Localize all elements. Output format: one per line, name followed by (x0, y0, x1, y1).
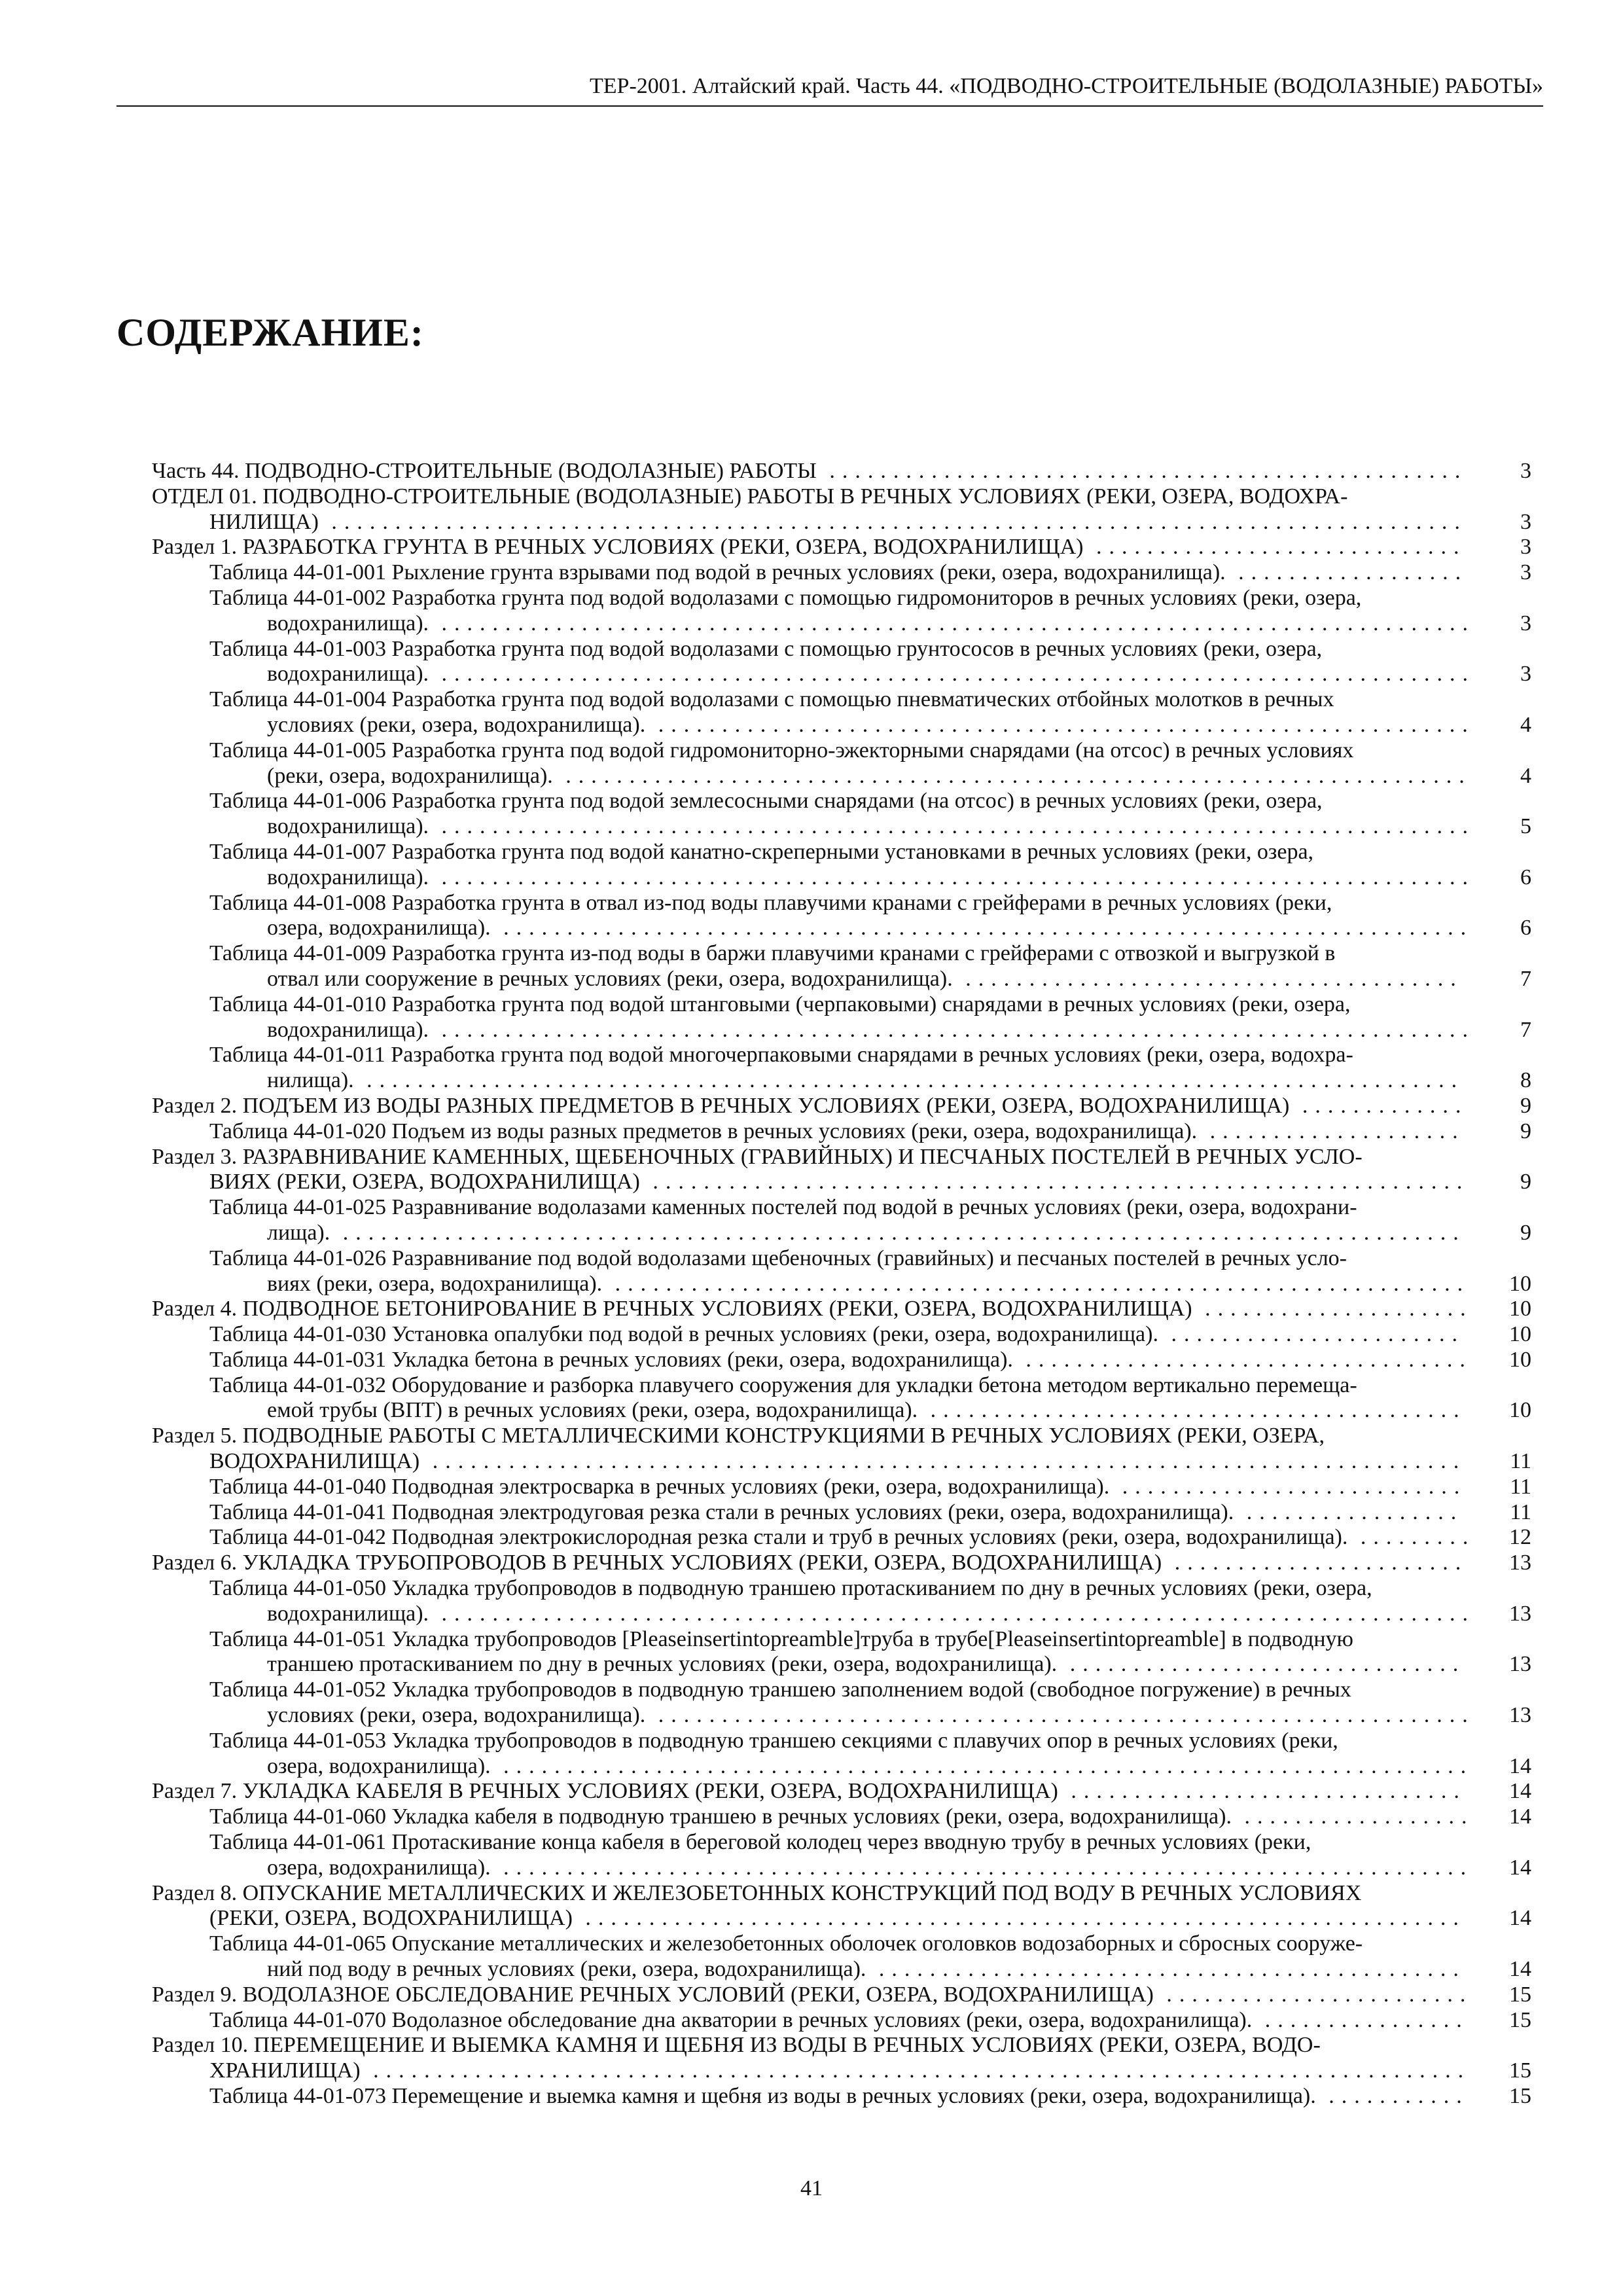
dot-leader: ........................ (1153, 1982, 1473, 2007)
toc-table-entry[interactable] (209, 1043, 1531, 1094)
toc-entry-line-text: ОТДЕЛ 01. ПОДВОДНО-СТРОИТЕЛЬНЫЕ (ВОДОЛАЗНЫЕ) РАБОТЫ В РЕЧНЫХ УСЛОВИЯХ (РЕКИ, ОЗЕРА, ВОДОХРА- (152, 484, 1348, 509)
toc-entry-line (209, 1221, 1531, 1246)
dot-leader: ....................................... (952, 966, 1463, 991)
dot-leader: .................................................. (816, 459, 1468, 483)
toc-entry-line (152, 1170, 1531, 1195)
toc-entry-text (209, 2008, 1531, 2034)
toc-entry-line-text: (РЕКИ, ОЗЕРА, ВОДОХРАНИЛИЩА) (209, 1906, 573, 1931)
toc-page-number: 13 (1509, 1652, 1531, 1677)
toc-entry-line-text: Таблица 44-01-005 Разработка грунта под водой гидромониторно-эжекторными снарядами (на отсос) в речных условиях (209, 738, 1354, 762)
dot-leader: ............................................................................ (490, 916, 1474, 941)
toc-table-entry[interactable] (209, 1500, 1531, 1526)
toc-entry-line-text: Таблица 44-01-032 Оборудование и разборка плавучего сооружения для укладки бетона методом вертикально перемеща- (209, 1372, 1357, 1397)
toc-entry-line (152, 484, 1531, 510)
dot-leader: ....................... (1162, 1551, 1469, 1575)
toc-entry-line (209, 1830, 1531, 1856)
dot-leader: ................................................................ (645, 1703, 1475, 1728)
toc-entry-line (209, 1677, 1531, 1703)
toc-title: СОДЕРЖАНИЕ: (116, 311, 424, 354)
toc-page-number: 13 (1509, 1551, 1531, 1575)
dot-leader: ....................... (1158, 1322, 1465, 1347)
toc-page-number: 13 (1509, 1601, 1531, 1626)
toc-entry-line (209, 1754, 1531, 1780)
toc-table-entry[interactable] (209, 1804, 1531, 1830)
toc-entry-line (209, 1856, 1531, 1881)
toc-entry-line (209, 738, 1531, 764)
toc-entry-line-text: виях (реки, озера, водохранилища). (267, 1271, 603, 1296)
toc-entry-text (209, 1627, 1531, 1678)
toc-entry-line-text: водохранилища). (267, 611, 429, 636)
toc-entry-text (209, 1373, 1531, 1424)
toc-page-number: 10 (1509, 1271, 1531, 1296)
toc-entry-text (209, 687, 1531, 738)
toc-entry-text (152, 1881, 1531, 1932)
toc-entry-line (209, 840, 1531, 865)
toc-table-entry[interactable] (209, 1348, 1531, 1373)
toc-section-entry[interactable] (152, 1779, 1531, 1804)
toc-page-number: 14 (1509, 1753, 1531, 1778)
dot-leader: ................................................................................. (429, 662, 1476, 687)
toc-entry-text (152, 1424, 1531, 1475)
toc-entry-line-text: Таблица 44-01-002 Разработка грунта под водой водолазами с помощью гидромониторов в речных условиях (реки, озера, (209, 585, 1362, 610)
toc-section-entry[interactable] (152, 1424, 1531, 1475)
toc-entry-line-text: ний под воду в речных условиях (реки, озера, водохранилища). (267, 1957, 866, 1982)
toc-table-entry[interactable] (209, 1373, 1531, 1424)
toc-entry-line (209, 1373, 1531, 1399)
toc-page-number: 5 (1520, 814, 1531, 839)
toc-entry-line (209, 1475, 1531, 1500)
toc-entry-text (209, 586, 1531, 637)
toc-entry-text (209, 789, 1531, 840)
running-header: ТЕР-2001. Алтайский край. Часть 44. «ПОДВОДНО-СТРОИТЕЛЬНЫЕ (ВОДОЛАЗНЫЕ) РАБОТЫ» (590, 74, 1543, 98)
toc-entry-line-text: ВОДОХРАНИЛИЩА) (209, 1449, 420, 1474)
toc-entry-text (209, 941, 1531, 992)
toc-entry-line (209, 1652, 1531, 1677)
toc-page-number: 9 (1520, 1170, 1531, 1194)
toc-table-entry[interactable] (209, 1475, 1531, 1500)
dot-leader: .................. (1225, 560, 1469, 585)
toc-entry-line-text: Раздел 8. ОПУСКАНИЕ МЕТАЛЛИЧЕСКИХ И ЖЕЛЕЗОБЕТОННЫХ КОНСТРУКЦИЙ ПОД ВОДУ В РЕЧНЫХ УСЛОВИЯХ (152, 1880, 1362, 1905)
toc-page-number: 15 (1509, 2058, 1531, 2083)
dot-leader: ................................................................................. (429, 1601, 1476, 1626)
toc-entry-line-text: Таблица 44-01-061 Протаскивание конца кабеля в береговой колодец через вводную трубу в речных условиях (реки, (209, 1830, 1311, 1855)
toc-entry-text (209, 637, 1531, 688)
toc-section-entry[interactable] (152, 535, 1531, 560)
toc-section-entry[interactable] (152, 1551, 1531, 1576)
toc-entry-line-text: Таблица 44-01-050 Укладка трубопроводов в подводную траншею протаскиванием по дну в речных условиях (реки, озера, (209, 1576, 1372, 1601)
toc-entry-line-text: Таблица 44-01-025 Разравнивание водолазами каменных постелей под водой в речных условиях (реки, озера, водохрани- (209, 1195, 1357, 1220)
toc-entry-line (152, 535, 1531, 560)
toc-entry-line (209, 1195, 1531, 1221)
toc-entry-line (152, 1094, 1531, 1119)
toc-page-number: 3 (1520, 611, 1531, 636)
toc-entry-text (209, 1322, 1531, 1348)
toc-page-number: 3 (1520, 662, 1531, 687)
toc-entry-line (209, 611, 1531, 637)
toc-entry-line-text: Таблица 44-01-040 Подводная электросварка в речных условиях (реки, озера, водохранилища). (209, 1474, 1110, 1499)
dot-leader: ............................................................................ (490, 1855, 1474, 1880)
toc-section-entry[interactable] (152, 2033, 1531, 2084)
toc-entry-line (209, 1119, 1531, 1145)
toc-entry-line-text: озера, водохранилища). (267, 916, 491, 941)
toc-entry-line (209, 992, 1531, 1018)
toc-entry-line (152, 1881, 1531, 1907)
toc-entry-line-text: Таблица 44-01-073 Перемещение и выемка камня и щебня из воды в речных условиях (реки, озера, водохранилища). (209, 2084, 1316, 2108)
toc-entry-text (209, 1475, 1531, 1500)
dot-leader: ................................................................... (602, 1271, 1471, 1296)
dot-leader: ................................................................................. (429, 814, 1476, 839)
toc-entry-text (209, 1830, 1531, 1881)
toc-section-entry[interactable] (152, 1145, 1531, 1196)
toc-entry-text (152, 1094, 1531, 1119)
toc-entry-line-text: условиях (реки, озера, водохранилища). (267, 712, 646, 737)
dot-leader: ............................... (1057, 1652, 1466, 1677)
toc-entry-line-text: Таблица 44-01-051 Укладка трубопроводов [Pleaseinsertintopreamble]труба в трубе[Pleaseinsertintopreamble] в подводную (209, 1626, 1353, 1651)
toc-entry-line (209, 1931, 1531, 1957)
toc-entry-text (152, 1297, 1531, 1322)
dot-leader: ................................................................................. (429, 611, 1476, 636)
toc-table-entry[interactable] (209, 789, 1531, 840)
toc-entry-line (152, 459, 1531, 484)
toc-entry-line-text: отвал или сооружение в речных условиях (реки, озера, водохранилища). (267, 966, 953, 991)
dot-leader: ................................... (1012, 1347, 1472, 1372)
toc-page-number: 12 (1509, 1525, 1531, 1550)
toc-entry-line-text: Раздел 10. ПЕРЕМЕЩЕНИЕ И ВЫЕМКА КАМНЯ И ЩЕБНЯ ИЗ ВОДЫ В РЕЧНЫХ УСЛОВИЯХ (РЕКИ, ОЗЕРА, ВОДО- (152, 2033, 1321, 2058)
toc-page-number: 3 (1520, 459, 1531, 483)
toc-page-number: 3 (1520, 560, 1531, 585)
toc-table-entry[interactable] (209, 1627, 1531, 1678)
toc-entry-line (152, 1145, 1531, 1170)
toc-page-number: 9 (1520, 1119, 1531, 1143)
toc-table-entry[interactable] (209, 1119, 1531, 1145)
toc-entry-text (209, 1576, 1531, 1627)
toc-page-number: 11 (1510, 1449, 1531, 1474)
toc-entry-line (152, 1551, 1531, 1576)
toc-entry-line (209, 1729, 1531, 1754)
dot-leader: ........................... (1109, 1474, 1467, 1499)
toc-table-entry[interactable] (209, 687, 1531, 738)
toc-table-entry[interactable] (209, 891, 1531, 942)
toc-entry-line-text: условиях (реки, озера, водохранилища). (267, 1703, 646, 1728)
dot-leader: ...................................................................................... (360, 2058, 1471, 2083)
toc-entry-line (152, 1982, 1531, 2008)
toc-entry-line (209, 1602, 1531, 1627)
toc-entry-line (209, 865, 1531, 891)
toc-entry-line-text: нилища). (267, 1068, 354, 1093)
toc-entry-line-text: Таблица 44-01-001 Рыхление грунта взрывами под водой в речных условиях (реки, озера, водохранилища). (209, 560, 1226, 585)
toc-entry-line-text: ХРАНИЛИЩА) (209, 2058, 361, 2083)
toc-table-entry[interactable] (209, 738, 1531, 789)
toc-entry-text (209, 2084, 1531, 2109)
toc-entry-line (209, 891, 1531, 916)
toc-table-entry[interactable] (209, 1322, 1531, 1348)
toc-entry-line-text: Раздел 2. ПОДЪЕМ ИЗ ВОДЫ РАЗНЫХ ПРЕДМЕТОВ В РЕЧНЫХ УСЛОВИЯХ (РЕКИ, ОЗЕРА, ВОДОХРАНИЛИЩА) (152, 1093, 1290, 1118)
dot-leader: ..................... (1192, 1297, 1473, 1321)
toc-entry-line (152, 1424, 1531, 1449)
toc-entry-text (209, 1119, 1531, 1145)
toc-table-entry[interactable] (209, 2008, 1531, 2034)
toc-page-number: 14 (1509, 1804, 1531, 1829)
toc-entry-text (209, 1525, 1531, 1551)
dot-leader: ................ (1252, 2007, 1469, 2032)
toc-entry-text (152, 1145, 1531, 1196)
toc-table-entry[interactable] (209, 1729, 1531, 1780)
toc-entry-line (209, 1348, 1531, 1373)
toc-table-entry[interactable] (209, 586, 1531, 637)
toc-section-entry[interactable] (152, 1881, 1531, 1932)
toc-page-number: 14 (1509, 1957, 1531, 1982)
dot-leader: ..................................................................... (572, 1906, 1466, 1931)
toc-entry-line (209, 789, 1531, 814)
toc-table-entry[interactable] (209, 2084, 1531, 2109)
toc-table-entry[interactable] (209, 1246, 1531, 1297)
toc-entry-line-text: Таблица 44-01-010 Разработка грунта под водой штанговыми (черпаковыми) снарядами в речных условиях (реки, озера, (209, 992, 1351, 1016)
dot-leader: ................................................................ (639, 1170, 1470, 1194)
toc-entry-line (209, 1525, 1531, 1551)
toc-entry-text (209, 1804, 1531, 1830)
toc-entry-line-text: Раздел 9. ВОДОЛАЗНОЕ ОБСЛЕДОВАНИЕ РЕЧНЫХ УСЛОВИЙ (РЕКИ, ОЗЕРА, ВОДОХРАНИЛИЩА) (152, 1982, 1154, 2007)
toc-entry-line-text: Таблица 44-01-011 Разработка грунта под водой многочерпаковыми снарядами в речных условиях (реки, озера, водохра- (209, 1043, 1353, 1067)
toc-entry-text (209, 840, 1531, 891)
toc-entry-line-text: Таблица 44-01-060 Укладка кабеля в подводную траншею в речных условиях (реки, озера, водохранилища). (209, 1804, 1232, 1829)
toc-entry-line (209, 814, 1531, 840)
toc-entry-line-text: Таблица 44-01-008 Разработка грунта в отвал из-под воды плавучими кранами с грейферами в речных условиях (реки, (209, 890, 1332, 915)
toc-entry-line (152, 1297, 1531, 1322)
toc-page-number: 7 (1520, 966, 1531, 991)
toc-page-number: 10 (1509, 1297, 1531, 1321)
toc-entry-line-text: Таблица 44-01-031 Укладка бетона в речных условиях (реки, озера, водохранилища). (209, 1347, 1013, 1372)
toc-entry-line-text: Таблица 44-01-003 Разработка грунта под водой водолазами с помощью грунтососов в речных условиях (реки, озера, (209, 636, 1323, 661)
toc-entry-line-text: Таблица 44-01-065 Опускание металлических и железобетонных оболочек оголовков водозаборных и сбросных сооруже- (209, 1931, 1363, 1956)
header-rule (116, 105, 1543, 107)
toc-entry-text (152, 484, 1531, 535)
toc-entry-line (209, 941, 1531, 967)
dot-leader: ................. (1234, 1499, 1464, 1524)
toc-page-number: 10 (1509, 1322, 1531, 1347)
toc-entry-text (152, 1982, 1531, 2008)
toc-entry-line-text: емой трубы (ВПТ) в речных условиях (реки, озера, водохранилища). (267, 1398, 918, 1423)
dot-leader: ................................................................................. (419, 1449, 1467, 1474)
toc-entry-line-text: (реки, озера, водохранилища). (267, 763, 553, 788)
toc-entry-line (152, 510, 1531, 535)
toc-entry-line-text: Таблица 44-01-006 Разработка грунта под водой землесосными снарядами (на отсос) в речных условиях (реки, озера, (209, 789, 1323, 814)
toc-entry-line-text: Таблица 44-01-052 Укладка трубопроводов в подводную траншею заполнением водой (свободное погружение) в речных (209, 1677, 1351, 1702)
dot-leader: ......................................................................................... (318, 509, 1467, 534)
toc-entry-line (209, 1246, 1531, 1272)
toc-entry-line (209, 1068, 1531, 1094)
toc-entry-text (152, 459, 1531, 484)
toc-table-entry[interactable] (209, 1677, 1531, 1729)
toc-entry-line-text: Таблица 44-01-030 Установка опалубки под водой в речных условиях (реки, озера, водохранилища). (209, 1322, 1158, 1347)
toc-page-number: 14 (1509, 1906, 1531, 1931)
toc-page-number: 3 (1520, 535, 1531, 560)
page-number: 41 (800, 2176, 823, 2200)
toc-entry-line-text: Раздел 4. ПОДВОДНОЕ БЕТОНИРОВАНИЕ В РЕЧНЫХ УСЛОВИЯХ (РЕКИ, ОЗЕРА, ВОДОХРАНИЛИЩА) (152, 1297, 1192, 1321)
toc-entry-line (209, 2008, 1531, 2034)
toc-entry-text (209, 1677, 1531, 1729)
toc-table-entry[interactable] (209, 840, 1531, 891)
toc-entry-text (152, 1551, 1531, 1576)
toc-entry-line-text: озера, водохранилища). (267, 1855, 491, 1880)
toc-entry-line (152, 1906, 1531, 1931)
toc-entry-text (209, 1931, 1531, 1982)
toc-table-entry[interactable] (209, 1525, 1531, 1551)
toc-page-number: 10 (1509, 1398, 1531, 1423)
dot-leader: ................................................................ (645, 712, 1475, 737)
toc-entry-line (209, 1043, 1531, 1068)
toc-entry-line (209, 2084, 1531, 2109)
toc-entry-line-text: Таблица 44-01-042 Подводная электрокислородная резка стали и труб в речных условиях (реки, озера, водохранилища). (209, 1525, 1348, 1550)
toc-entry-line (209, 1576, 1531, 1602)
toc-entry-line (209, 1957, 1531, 1982)
toc-entry-line (209, 662, 1531, 687)
dot-leader: ............................... (1058, 1779, 1467, 1804)
toc-entry-line-text: Таблица 44-01-004 Разработка грунта под водой водолазами с помощью пневматических отбойных молотков в речных (209, 687, 1334, 712)
toc-entry-line-text: ВИЯХ (РЕКИ, ОЗЕРА, ВОДОХРАНИЛИЩА) (209, 1170, 640, 1194)
toc-page-number: 8 (1520, 1068, 1531, 1093)
toc-entry-line (209, 1500, 1531, 1526)
toc-entry-line (209, 637, 1531, 662)
dot-leader: ............. (1289, 1093, 1469, 1118)
toc-entry-line-text: Таблица 44-01-070 Водолазное обследование дна акватории в речных условиях (реки, озера, водохранилища). (209, 2007, 1253, 2032)
toc-table-entry[interactable] (209, 1830, 1531, 1881)
toc-entry-line-text: НИЛИЩА) (209, 509, 319, 534)
toc-table-entry[interactable] (209, 992, 1531, 1043)
toc-entry-line-text: водохранилища). (267, 662, 429, 687)
toc-entry-line (152, 1449, 1531, 1475)
toc-entry-line-text: лища). (267, 1220, 330, 1245)
toc-page-number: 11 (1510, 1499, 1531, 1524)
toc-entry-text (209, 560, 1531, 586)
toc-section-entry[interactable] (152, 484, 1531, 535)
toc-table-entry[interactable] (209, 560, 1531, 586)
toc-page-number: 10 (1509, 1347, 1531, 1372)
dot-leader: .......................................... (918, 1398, 1467, 1423)
toc-entry-line-text: Таблица 44-01-009 Разработка грунта из-под воды в баржи плавучими кранами с грейферами с отвозкой и выгрузкой в (209, 941, 1336, 966)
toc-entry-text (209, 738, 1531, 789)
dot-leader: ....................................................................... (552, 763, 1472, 788)
dot-leader: .................. (1231, 1804, 1474, 1829)
toc-section-entry[interactable] (152, 1297, 1531, 1322)
toc-page-number: 7 (1520, 1017, 1531, 1042)
toc-page-number: 15 (1509, 2007, 1531, 2032)
toc-entry-line-text: водохранилища). (267, 865, 429, 889)
toc-entry-line (209, 967, 1531, 992)
toc-entry-line (209, 713, 1531, 738)
toc-entry-line (209, 1703, 1531, 1729)
toc-page-number: 15 (1509, 1982, 1531, 2007)
toc-entry-text (209, 1246, 1531, 1297)
toc-page-number: 15 (1509, 2084, 1531, 2108)
toc-page-number: 6 (1520, 916, 1531, 941)
toc-entry-line (209, 1398, 1531, 1424)
toc-entry-line (209, 1018, 1531, 1043)
toc-entry-line-text: Раздел 7. УКЛАДКА КАБЕЛЯ В РЕЧНЫХ УСЛОВИЯХ (РЕКИ, ОЗЕРА, ВОДОХРАНИЛИЩА) (152, 1779, 1058, 1804)
toc-entry-line-text: Таблица 44-01-026 Разравнивание под водой водолазами щебеночных (гравийных) и песчаных постелей в речных усло- (209, 1246, 1347, 1270)
dot-leader: ................................................................................. (429, 1017, 1476, 1042)
toc-entry-line-text: водохранилища). (267, 1601, 429, 1626)
toc-entry-text (209, 1500, 1531, 1526)
toc-entry-line-text: озера, водохранилища). (267, 1753, 491, 1778)
toc-table-entry[interactable] (209, 1195, 1531, 1246)
toc-page-number: 4 (1520, 712, 1531, 737)
toc-entry-line-text: Раздел 3. РАЗРАВНИВАНИЕ КАМЕННЫХ, ЩЕБЕНОЧНЫХ (ГРАВИЙНЫХ) И ПЕСЧАНЫХ ПОСТЕЛЕЙ В РЕЧНЫХ УСЛО- (152, 1144, 1363, 1169)
toc-entry-text (209, 1195, 1531, 1246)
toc-entry-line (209, 916, 1531, 941)
toc-section-entry[interactable] (152, 1094, 1531, 1119)
toc-entry-line (209, 1804, 1531, 1830)
dot-leader: ................................................................................. (429, 865, 1476, 889)
toc-entry-text (152, 535, 1531, 560)
dot-leader: ...................................................................................... (353, 1068, 1465, 1093)
toc-entry-line (209, 586, 1531, 611)
toc-entry-line-text: Раздел 5. ПОДВОДНЫЕ РАБОТЫ С МЕТАЛЛИЧЕСКИМИ КОНСТРУКЦИЯМИ В РЕЧНЫХ УСЛОВИЯХ (РЕКИ, ОЗЕРА, (152, 1424, 1325, 1448)
toc-entry-line-text: водохранилища). (267, 814, 429, 839)
toc-page-number: 4 (1520, 763, 1531, 788)
toc-entry-line-text: траншею протаскиванием по дну в речных условиях (реки, озера, водохранилища). (267, 1652, 1058, 1677)
toc-entry-text (152, 1779, 1531, 1804)
toc-entry-line (209, 560, 1531, 586)
toc-entry-line (152, 2058, 1531, 2084)
toc-entry-line-text: Таблица 44-01-053 Укладка трубопроводов в подводную траншею секциями с плавучих опор в речных условиях (реки, (209, 1728, 1338, 1753)
dot-leader: ............................................................................ (490, 1753, 1474, 1778)
toc-page-number: 9 (1520, 1093, 1531, 1118)
dot-leader: ........................................................................................ (330, 1220, 1466, 1245)
toc-entry-line (209, 764, 1531, 789)
toc-page-number: 6 (1520, 865, 1531, 889)
toc-table-entry[interactable] (209, 637, 1531, 688)
toc-entry-line-text: Раздел 6. УКЛАДКА ТРУБОПРОВОДОВ В РЕЧНЫХ УСЛОВИЯХ (РЕКИ, ОЗЕРА, ВОДОХРАНИЛИЩА) (152, 1551, 1162, 1575)
toc-table-entry[interactable] (209, 1576, 1531, 1627)
toc-entry-line-text: Таблица 44-01-020 Подъем из воды разных предметов в речных условиях (реки, озера, водохранилища). (209, 1119, 1198, 1143)
toc-page-number: 9 (1520, 1220, 1531, 1245)
toc-entry-line (209, 1322, 1531, 1348)
toc-entry-line-text: Таблица 44-01-007 Разработка грунта под водой канатно-скреперными установками в речных условиях (реки, озера, (209, 839, 1314, 864)
toc-entry-line (209, 1627, 1531, 1653)
toc-entry-text (209, 1348, 1531, 1373)
toc-entry-line (209, 1272, 1531, 1297)
toc-entry-text (209, 891, 1531, 942)
toc-entry-line (209, 687, 1531, 713)
toc-section-entry[interactable] (152, 459, 1531, 484)
dot-leader: ......... (1347, 1525, 1476, 1550)
dot-leader: ........... (1315, 2084, 1469, 2108)
toc-entry-line (152, 2033, 1531, 2058)
toc-page-number: 11 (1510, 1474, 1531, 1499)
toc-entry-text (209, 1729, 1531, 1780)
toc-page-number: 14 (1509, 1855, 1531, 1880)
toc-page-number: 14 (1509, 1779, 1531, 1804)
toc-entry-text (152, 2033, 1531, 2084)
toc-entry-line-text: Часть 44. ПОДВОДНО-СТРОИТЕЛЬНЫЕ (ВОДОЛАЗНЫЕ) РАБОТЫ (152, 459, 817, 483)
toc-table-entry[interactable] (209, 1931, 1531, 1982)
toc-entry-line (152, 1779, 1531, 1804)
toc-page-number: 3 (1520, 509, 1531, 534)
table-of-contents (152, 459, 1531, 2109)
toc-entry-text (209, 992, 1531, 1043)
toc-page-number: 13 (1509, 1703, 1531, 1728)
toc-table-entry[interactable] (209, 941, 1531, 992)
toc-section-entry[interactable] (152, 1982, 1531, 2008)
dot-leader: .................... (1197, 1119, 1465, 1143)
toc-entry-line-text: водохранилища). (267, 1017, 429, 1042)
toc-entry-line-text: Раздел 1. РАЗРАБОТКА ГРУНТА В РЕЧНЫХ УСЛОВИЯХ (РЕКИ, ОЗЕРА, ВОДОХРАНИЛИЩА) (152, 535, 1084, 560)
toc-entry-line-text: Таблица 44-01-041 Подводная электродуговая резка стали в речных условиях (реки, озера, водохранилища). (209, 1499, 1234, 1524)
dot-leader: ............................. (1083, 535, 1467, 560)
dot-leader: .............................................. (866, 1957, 1466, 1982)
toc-entry-text (209, 1043, 1531, 1094)
